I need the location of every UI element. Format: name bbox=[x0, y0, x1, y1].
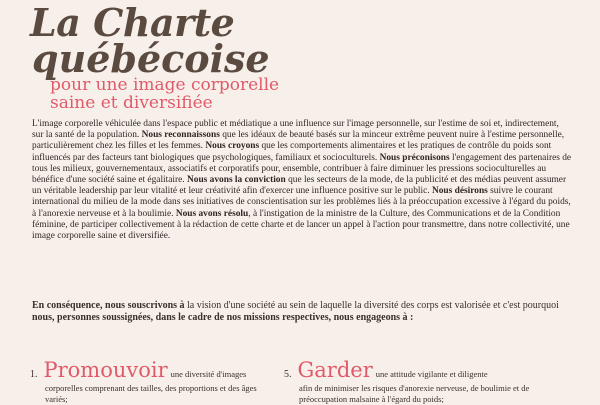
commitment-number: 5. bbox=[284, 369, 292, 380]
body-sentence-4: l'engagement des partenaires de tous les milieux, gouvernementaux, associatifs et corporatifs pour, ensemble, contribuer à faire diminuer les pressions socioculturelles au bénéfice d'une société saine et égalitaire. bbox=[32, 152, 572, 186]
charter-conclusion bbox=[32, 300, 577, 324]
commitment-item bbox=[30, 358, 280, 405]
keyword-reconnaissons: Nous reconnaissons bbox=[141, 130, 220, 141]
keyword-resolu: Nous avons résolu bbox=[175, 208, 249, 219]
subtitle-line-1: pour une image corporelle bbox=[50, 75, 280, 95]
commitment-text: une diversité d'images bbox=[170, 369, 247, 379]
title-line-1: La Charte bbox=[30, 0, 235, 45]
keyword-croyons: Nous croyons bbox=[205, 141, 260, 152]
conclusion-lead: En conséquence, nous souscrivons à bbox=[32, 300, 185, 311]
charter-title bbox=[30, 0, 270, 81]
keyword-conviction: Nous avons la conviction bbox=[187, 175, 286, 186]
body-sentence-5: que les secteurs de la mode, de la publicité et des médias peuvent assumer un véritable leadership par leur vitalité et leur créativité afin d'exercer une influence positive sur le public. bbox=[32, 175, 567, 197]
charter-subtitle bbox=[50, 76, 279, 112]
body-sentence-6: suivre le courant international du milieu de la mode dans ses initiatives de conscientisation sur les problèmes liés à la préoccupation excessive à l'égard du poids, à l'anorexie nerveuse et à la boulimie. bbox=[32, 186, 571, 219]
commitment-text: une attitude vigilante et diligente bbox=[375, 369, 488, 379]
body-sentence-2: que les idéaux de beauté basés sur la minceur extrême peuvent nuire à l'estime personnelle, particulièrement chez les filles et les femmes. bbox=[32, 130, 565, 152]
body-paragraph bbox=[32, 119, 572, 242]
title-line-2: québécoise bbox=[32, 36, 270, 81]
commitment-item bbox=[284, 358, 534, 405]
charter-body bbox=[32, 119, 572, 242]
subtitle-line-2: saine et diversifiée bbox=[50, 93, 213, 113]
keyword-desirons: Nous désirons bbox=[431, 186, 488, 197]
commitment-verb: Promouvoir bbox=[43, 358, 168, 382]
body-sentence-7: , à l'instigation de la ministre de la Culture, des Communications et de la Condition féminine, de participer collectivement à la rédaction de cette charte et de lancer un appel à l'action pour transmettre, dans notre collectivité, une image corporelle saine et diversifiée. bbox=[32, 208, 570, 242]
body-sentence-1: L'image corporelle véhiculée dans l'espace public et médiatique a une influence sur l'image personnelle, sur l'estime de soi et, indirectement, sur la santé de la population. bbox=[32, 119, 559, 141]
commitment-verb: Garder bbox=[297, 358, 373, 382]
keyword-preconisons: Nous préconisons bbox=[379, 152, 450, 163]
commitment-continuation: corporelles comprenant des tailles, des proportions et des âges variés; bbox=[45, 383, 257, 404]
body-sentence-3: que les comportements alimentaires et les pratiques de contrôle du poids sont influencés par des facteurs tant biologiques que psychologiques, familiaux et socioculturels. bbox=[32, 141, 552, 163]
conclusion-mid: la vision d'une société au sein de laquelle la diversité des corps est valorisée et c'est pourquoi bbox=[187, 300, 559, 311]
conclusion-tail: nous, personnes soussignées, dans le cadre de nos missions respectives, nous engageons à : bbox=[32, 312, 414, 323]
commitment-number: 1. bbox=[30, 369, 38, 380]
commitment-continuation: afin de minimiser les risques d'anorexie nerveuse, de boulimie et de préoccupation malsaine à l'égard du poids; bbox=[299, 383, 530, 404]
